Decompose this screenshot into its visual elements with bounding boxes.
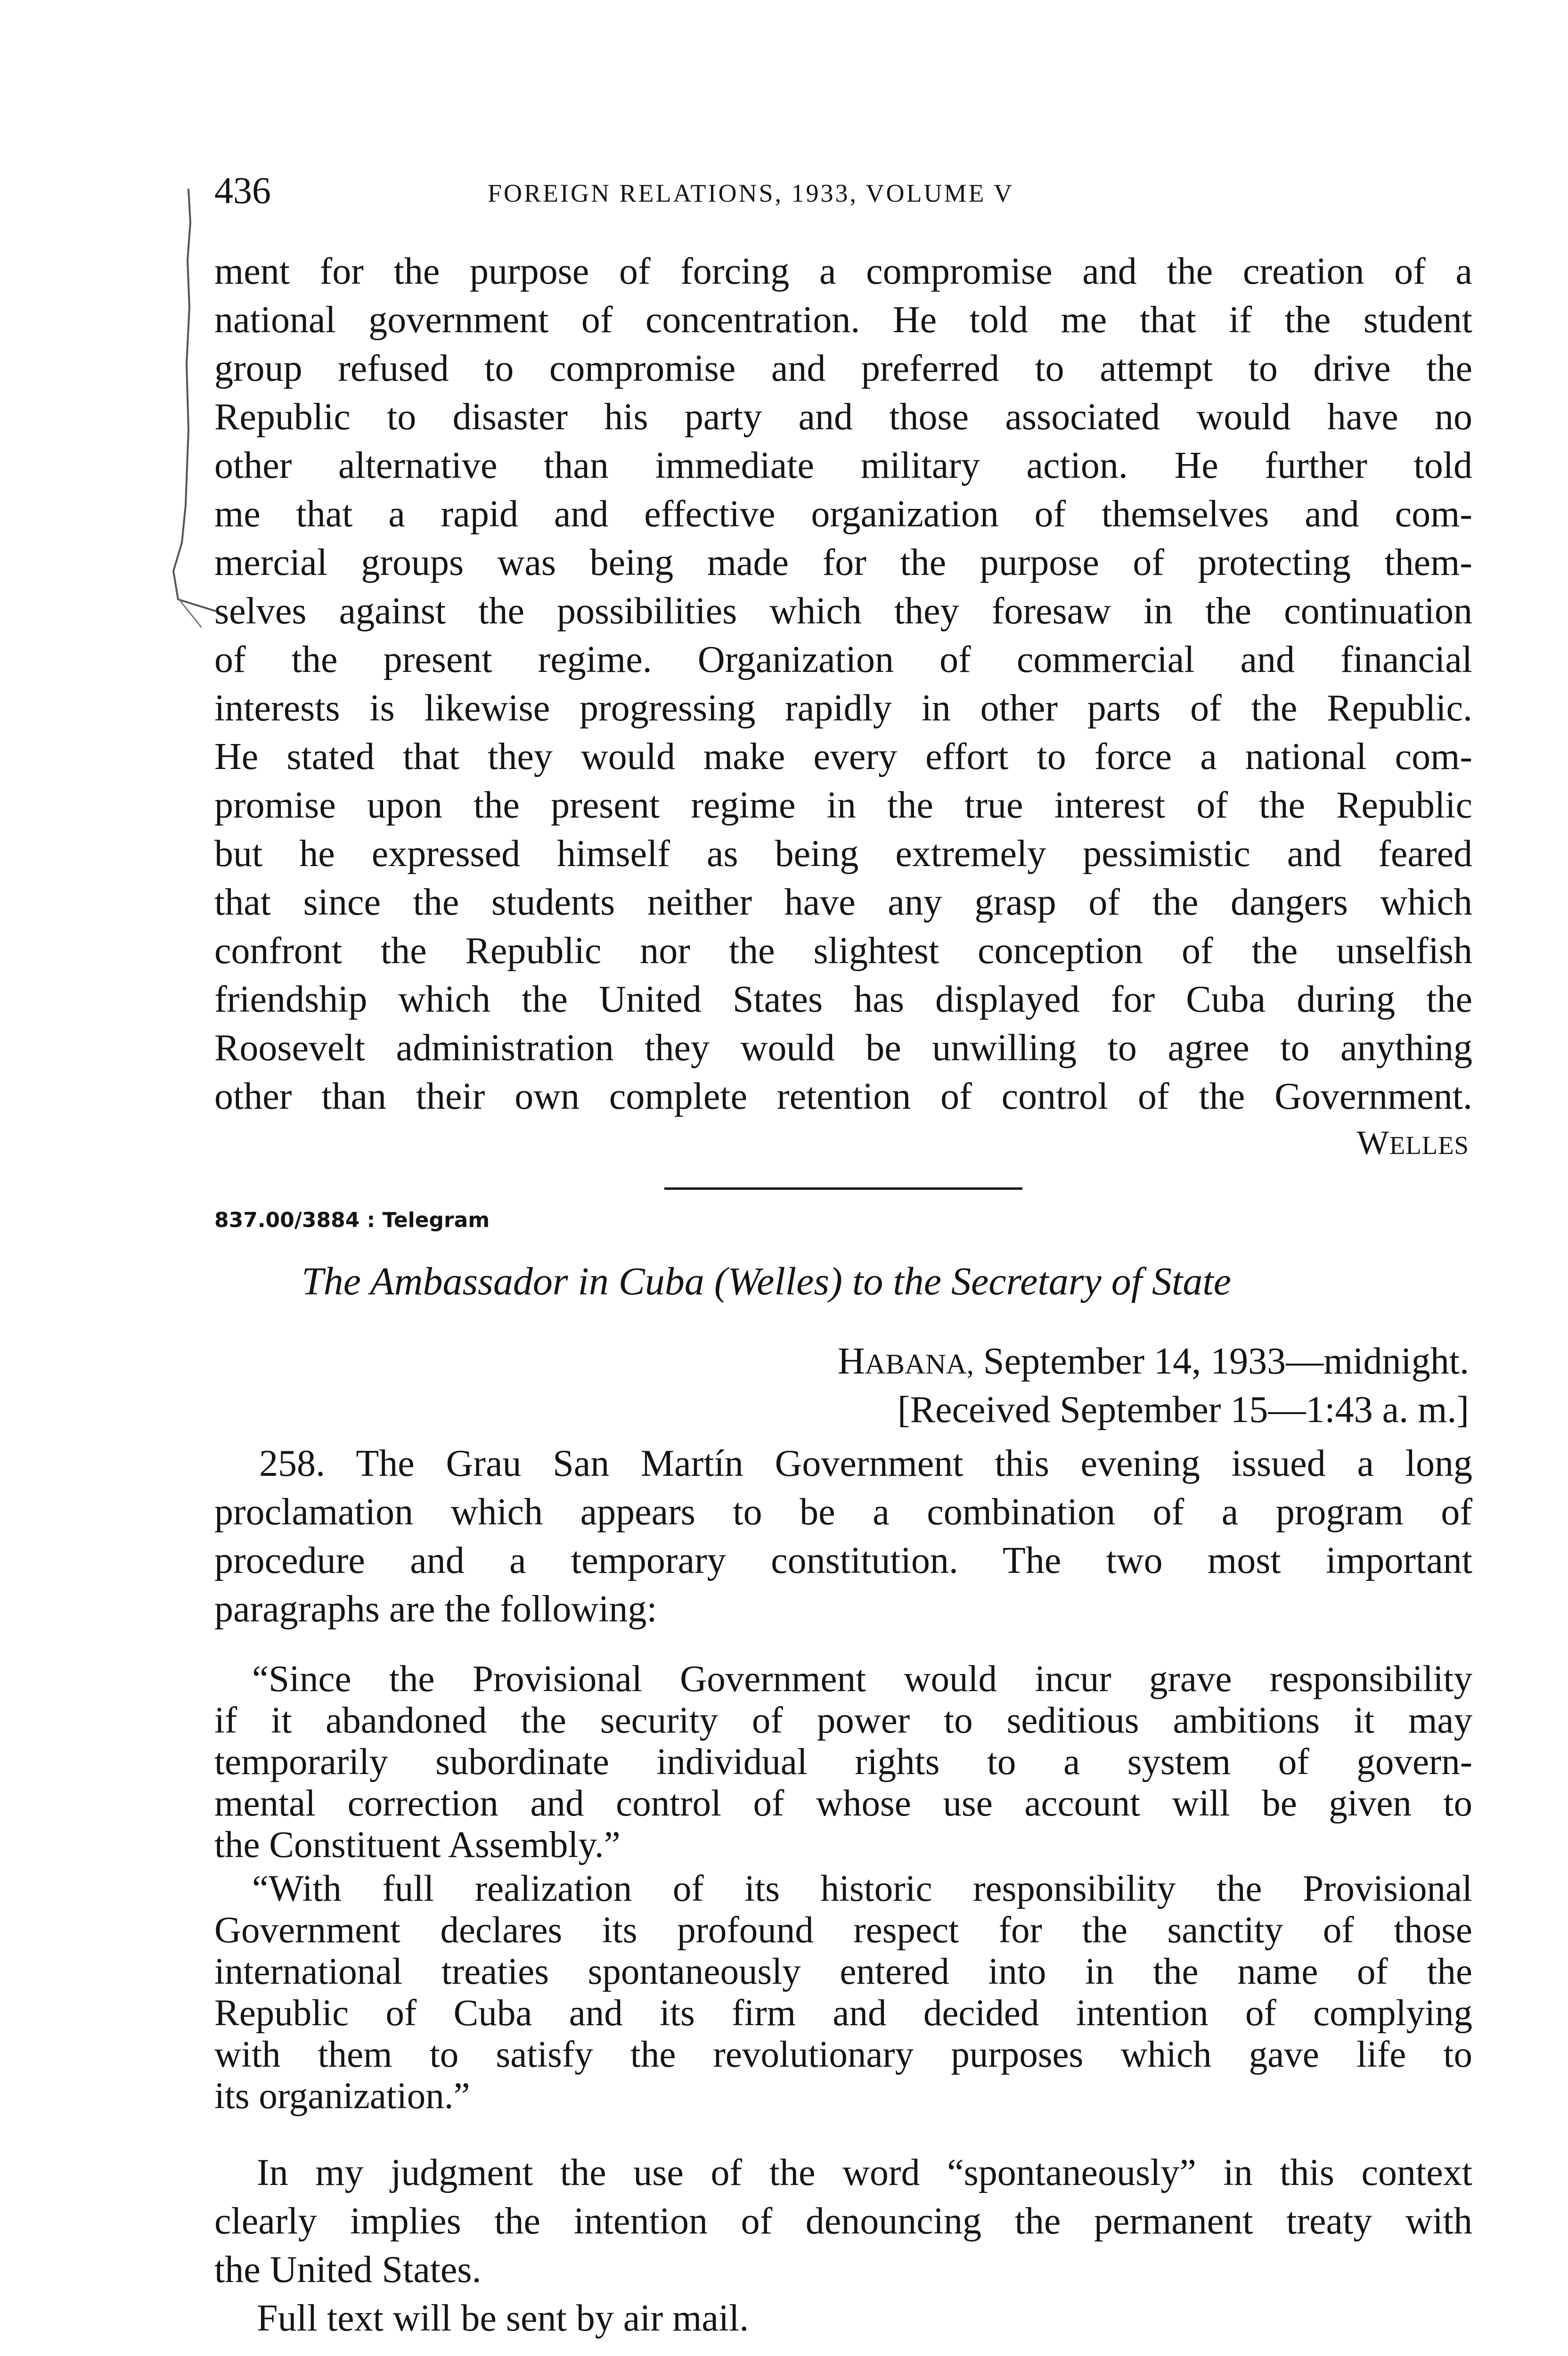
text-line: other alternative than immediate military action. He further told: [214, 445, 1472, 486]
text-line: me that a rapid and effective organization of themselves and com-: [214, 493, 1472, 535]
place-name: HABANA,: [837, 1341, 974, 1382]
text-line: mercial groups was being made for the purpose of protecting them-: [214, 542, 1472, 583]
text-line: interests is likewise progressing rapidly in other parts of the Republic.: [214, 687, 1472, 729]
text-line: mental correction and control of whose use account will be given to: [214, 1783, 1472, 1824]
text-line: paragraphs are the following:: [214, 1588, 657, 1630]
text-line: In my judgment the use of the word “spontaneously” in this context: [257, 2152, 1472, 2193]
text-line: “With full realization of its historic responsibility the Provisional: [252, 1868, 1472, 1909]
text-line: Government declares its profound respect for the sanctity of those: [214, 1910, 1472, 1951]
text-line: Republic to disaster his party and those associated would have no: [214, 396, 1472, 438]
page-header: [214, 167, 1477, 214]
section-divider: [664, 1187, 1022, 1190]
text-line: procedure and a temporary constitution. The two most important: [214, 1540, 1472, 1581]
signature-welles: WELLES: [1356, 1124, 1469, 1162]
quotation-2: [214, 1868, 1472, 2117]
quotation-1: [214, 1659, 1472, 1866]
page-number: 436: [214, 170, 271, 212]
text-line: other than their own complete retention of control of the Government.: [214, 1076, 1472, 1117]
text-line: of the present regime. Organization of commercial and financial: [214, 639, 1472, 680]
text-line: if it abandoned the security of power to seditious ambitions it may: [214, 1700, 1472, 1741]
paragraph-258: [214, 1440, 1472, 1634]
text-line: that since the students neither have any grasp of the dangers which: [214, 882, 1472, 923]
text-line: the Constituent Assembly.”: [214, 1824, 621, 1865]
text-line: with them to satisfy the revolutionary purposes which gave life to: [214, 2034, 1472, 2075]
text-line: but he expressed himself as being extremely pessimistic and feared: [214, 833, 1472, 875]
text-line: ment for the purpose of forcing a compromise and the creation of a: [214, 251, 1472, 292]
date-text: September 14, 1933—midnight.: [973, 1341, 1469, 1382]
signature-welles: [1357, 2354, 1469, 2356]
text-line: Full text will be sent by air mail.: [257, 2298, 749, 2339]
text-line: confront the Republic nor the slightest conception of the unselfish: [214, 930, 1472, 972]
document-title: The Ambassador in Cuba (Welles) to the Secretary of State: [302, 1260, 1232, 1303]
paragraph-judgment: [214, 2149, 1472, 2343]
text-line: its organization.”: [214, 2076, 470, 2117]
handwritten-bracket-icon: [159, 185, 216, 628]
text-line: selves against the possibilities which they foresaw in the continuation: [214, 590, 1472, 632]
text-line: group refused to compromise and preferred to attempt to drive the: [214, 348, 1472, 389]
text-line: national government of concentration. He told me that if the student: [214, 299, 1472, 341]
text-line: “Since the Provisional Government would incur grave responsibility: [252, 1659, 1472, 1700]
text-line: Republic of Cuba and its firm and decided intention of complying: [214, 1993, 1472, 2034]
text-line: promise upon the present regime in the true interest of the Republic: [214, 785, 1472, 826]
received-line: [Received September 15—1:43 a. m.]: [898, 1389, 1469, 1431]
text-line: He stated that they would make every effort to force a national com-: [214, 736, 1472, 777]
dateline: [838, 1337, 1469, 1389]
file-reference: 837.00/3884 : Telegram: [214, 1208, 490, 1232]
text-line: clearly implies the intention of denouncing the permanent treaty with: [214, 2201, 1472, 2242]
text-line: friendship which the United States has displayed for Cuba during the: [214, 979, 1472, 1020]
text-line: the United States.: [214, 2249, 482, 2291]
text-line: international treaties spontaneously entered into in the name of the: [214, 1951, 1472, 1992]
text-line: Roosevelt administration they would be unwilling to agree to anything: [214, 1027, 1472, 1069]
text-line: 258. The Grau San Martín Government this evening issued a long: [259, 1443, 1472, 1484]
text-line: temporarily subordinate individual rights to a system of govern-: [214, 1742, 1472, 1783]
running-head: FOREIGN RELATIONS, 1933, VOLUME V: [488, 179, 1014, 207]
paragraph-continuation: [214, 247, 1472, 1121]
margin-bracket-mark: [159, 185, 216, 628]
text-line: proclamation which appears to be a combination of a program of: [214, 1491, 1472, 1533]
